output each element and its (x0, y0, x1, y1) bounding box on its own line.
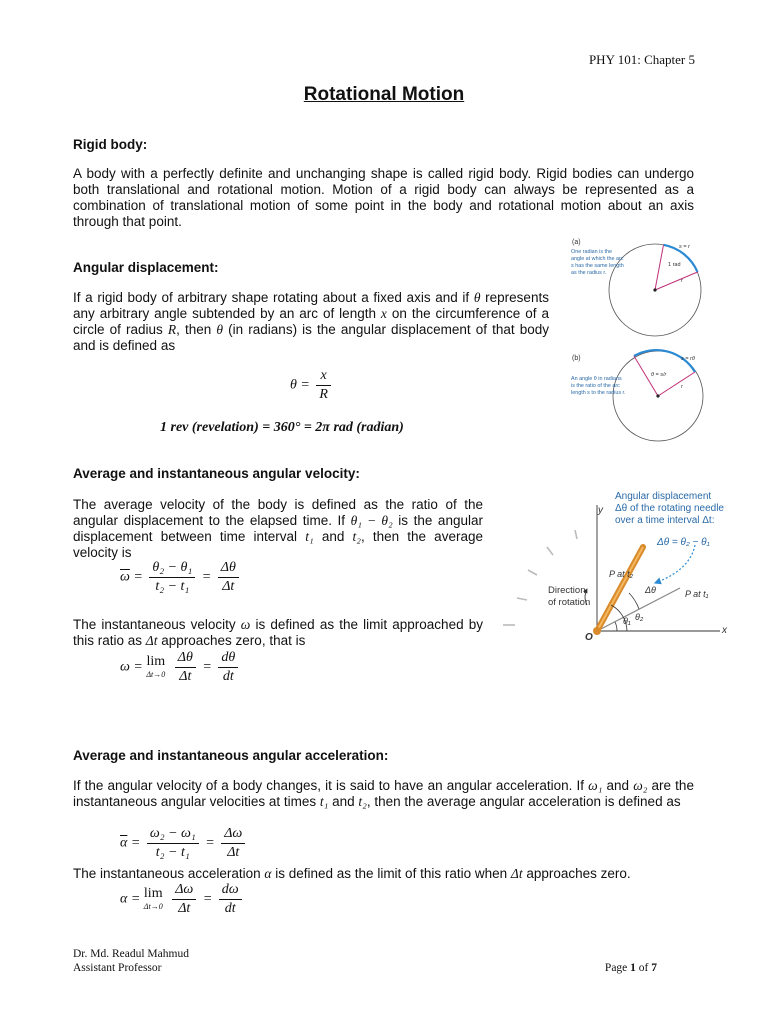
figure-c-dtheta-label: Δθ (645, 585, 656, 595)
figure-c-pointer-arrow (655, 545, 695, 583)
figure-c-title-2: Δθ of the rotating needle (615, 503, 724, 514)
figure-c-title-1: Angular displacement (615, 491, 712, 502)
figure-c-motion-ticks (503, 530, 577, 625)
rigid-body-paragraph: A body with a perfectly definite and unchanging shape is called rigid body. Rigid bodies can undergo both translational and rotational motion. Motion of a rigid body can always be represented as a combination of translational motion of some point in the body and rotational motion about an axis through that point. (73, 166, 694, 229)
figure-c-title-3: over a time interval Δt: (615, 515, 715, 526)
figure-c-p-t2-label: P at t₂ (609, 569, 634, 579)
footer-author: Dr. Md. Readul Mahmud (73, 948, 189, 960)
figure-c-x-label: x (722, 625, 727, 636)
angular-displacement-paragraph: If a rigid body of arbitrary shape rotating about a fixed axis and if θ represents any arbitrary angle subtended by an arc of length x on the circumference of a circle of radius R, then θ (in radians) is the angular displacement of that body and is defined as (73, 290, 549, 353)
instantaneous-velocity-equation: ω = lim Δt→0 $\frac{\Delta\theta}{\Delta t}$ = $\frac{d\theta}{dt}$ (120, 650, 241, 685)
figure-a-caption-box (571, 249, 625, 297)
angular-velocity-heading: Average and instantaneous angular velocity: (73, 466, 360, 481)
angular-acceleration-heading: Average and instantaneous angular acceleration: (73, 748, 389, 763)
figure-c-pivot (593, 627, 601, 635)
footer-page-number: Page 1 of 7 (604, 962, 657, 974)
figure-a-label: (a) (572, 239, 581, 246)
figure-rotating-needle (495, 485, 765, 655)
instantaneous-velocity-paragraph: The instantaneous velocity ω is defined as the limit approached by this ratio as Δt approaches zero, that is (73, 617, 483, 648)
figure-b-radius-label: r (681, 384, 683, 390)
figure-b-caption: An angle θ in radians is the ratio of the arc length s to the radius r. (571, 376, 626, 396)
figure-one-radian (565, 232, 705, 347)
figure-b-label: (b) (572, 355, 581, 362)
figure-b-caption-box (571, 376, 627, 416)
figure-c-theta2-label: θ₂ (635, 612, 644, 622)
figure-c-y-label: y (598, 505, 603, 516)
instantaneous-acceleration-equation: α = lim Δt→0 $\frac{\Delta\omega}{\Delta t}$ = $\frac{d\omega}{dt}$ (120, 882, 245, 917)
figure-a-arc-label: s = r (679, 244, 690, 250)
footer-position: Assistant Professor (73, 962, 162, 974)
rigid-body-heading: Rigid body: (73, 137, 148, 152)
angular-acceleration-paragraph: If the angular velocity of a body changes, it is said to have an angular acceleration. If ω₁ and ω₂ are the instantaneous angular velocities at times t₁ and t₂, then the average angular acceleration is defined as (73, 778, 694, 809)
figure-a-angle-label: 1 rad (668, 262, 681, 268)
figure-a-radius-label: r (681, 278, 683, 284)
figure-a-radius-2 (655, 272, 698, 290)
figure-a-caption: One radian is the angle at which the arc s has the same length as the radius r. (571, 249, 624, 276)
angular-displacement-heading: Angular displacement: (73, 260, 219, 275)
average-velocity-equation: $\overline{\omega}$ = $\frac{\text{θ₂ − θ₁}}{\text{t₂ − t₁}}$ = $\frac{\Delta\theta}{\Delta t}$ (120, 560, 242, 595)
figure-c-direction-1: Direction (548, 585, 586, 596)
course-header: PHY 101: Chapter 5 (588, 52, 695, 67)
figure-b-center (656, 394, 659, 397)
figure-c-formula: Δθ = θ₂ − θ₁ (657, 537, 710, 548)
figure-c-p-t1-label: P at t₁ (685, 589, 709, 599)
figure-c-direction-2: of rotation (548, 597, 591, 608)
figure-b-angle-label: θ = s/r (651, 372, 667, 378)
theta-equation: θ = $\frac{x}{R}$ (290, 368, 334, 403)
angular-velocity-paragraph: The average velocity of the body is defined as the ratio of the angular displacement to the elapsed time. If θ₁ − θ₂ is the angular displacement between time interval t₁ and t₂, then the average velocity is (73, 497, 483, 560)
figure-c-origin-label: O (585, 632, 593, 643)
average-acceleration-equation: $\overline{\alpha}$ = $\frac{\text{ω₂ − ω₁}}{\text{t₂ − t₁}}$ = $\frac{\Delta\omega}{\Delta t}$ (120, 826, 248, 861)
figure-angle-radians (565, 348, 705, 448)
figure-a-radius-1 (655, 245, 664, 290)
figure-c-theta1-arc (615, 622, 617, 631)
figure-c-dtheta-arc (629, 593, 639, 609)
instantaneous-acceleration-paragraph: The instantaneous acceleration α is defined as the limit of this ratio when Δt approaches zero. (73, 866, 631, 881)
figure-c-theta1-label: θ₁ (623, 616, 631, 626)
revolution-equation: 1 rev (revelation) = 360° = 2π rad (radian) (160, 420, 404, 435)
page-title: Rotational Motion (303, 84, 465, 105)
figure-a-center (653, 288, 656, 291)
figure-b-arc-label: s = rθ (681, 356, 695, 362)
